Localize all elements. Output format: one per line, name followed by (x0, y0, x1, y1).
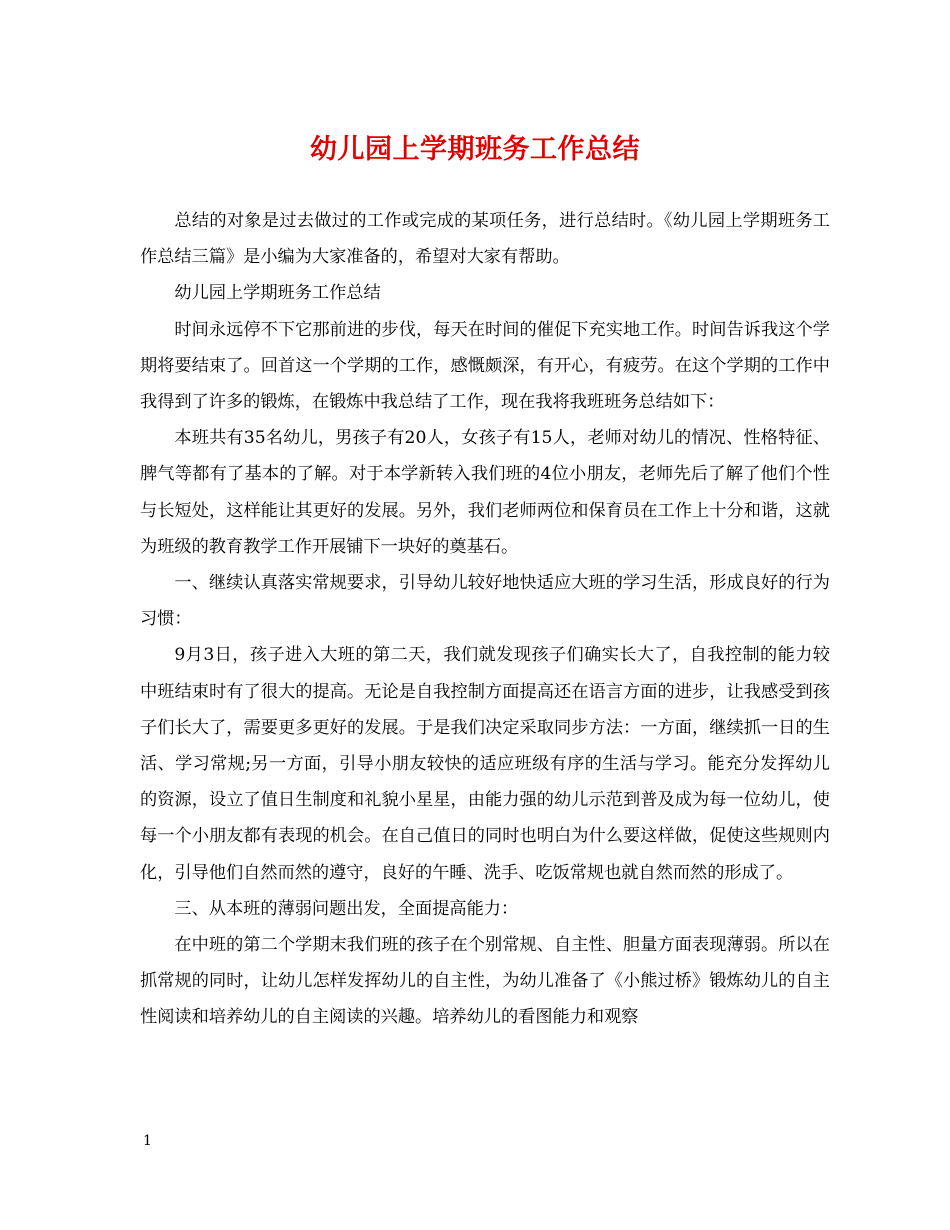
body-paragraph: 时间永远停不下它那前进的步伐，每天在时间的催促下充实地工作。时间告诉我这个学期将要结束了。回首这一个学期的工作，感慨颇深，有开心，有疲劳。在这个学期的工作中我得到了许多的锻炼，在锻炼中我总结了工作，现在我将我班班务总结如下： (140, 319, 830, 413)
body-paragraph: 总结的对象是过去做过的工作或完成的某项任务，进行总结时。《幼儿园上学期班务工作总结三篇》是小编为大家准备的，希望对大家有帮助。 (140, 211, 830, 268)
document-body (140, 203, 830, 1036)
page-number: 1 (143, 1133, 152, 1149)
section-heading: 一、继续认真落实常规要求，引导幼儿较好地快适应大班的学习生活，形成良好的行为习惯： (140, 573, 830, 630)
section-heading: 幼儿园上学期班务工作总结 (174, 283, 381, 304)
body-paragraph: 本班共有35名幼儿，男孩子有20人，女孩子有15人，老师对幼儿的情况、性格特征、脾气等都有了基本的了解。对于本学新转入我们班的4位小朋友，老师先后了解了他们个性与长短处，这样能让其更好的发展。另外，我们老师两位和保育员在工作上十分和谐，这就为班级的教育教学工作开展铺下一块好的奠基石。 (140, 428, 830, 557)
body-paragraph: 在中班的第二个学期末我们班的孩子在个别常规、自主性、胆量方面表现薄弱。所以在抓常规的同时，让幼儿怎样发挥幼儿的自主性，为幼儿准备了《小熊过桥》锻炼幼儿的自主性阅读和培养幼儿的自主阅读的兴趣。培养幼儿的看图能力和观察 (140, 935, 830, 1028)
body-paragraph: 9月3日，孩子进入大班的第二天，我们就发现孩子们确实长大了，自我控制的能力较中班结束时有了很大的提高。无论是自我控制方面提高还在语言方面的进步，让我感受到孩子们长大了，需要更多更好的发展。于是我们决定采取同步方法：一方面，继续抓一日的生活、学习常规;另一方面，引导小朋友较快的适应班级有序的生活与学习。能充分发挥幼儿的资源，设立了值日生制度和礼貌小星星，由能力强的幼儿示范到普及成为每一位幼儿，使每一个小朋友都有表现的机会。在自己值日的同时也明白为什么要这样做，促使这些规则内化，引导他们自然而然的遵守，良好的午睡、洗手、吃饭常规也就自然而然的形成了。 (140, 645, 830, 883)
section-heading: 三、从本班的薄弱问题出发，全面提高能力： (174, 898, 519, 919)
document-title: 幼儿园上学期班务工作总结 (310, 134, 640, 165)
